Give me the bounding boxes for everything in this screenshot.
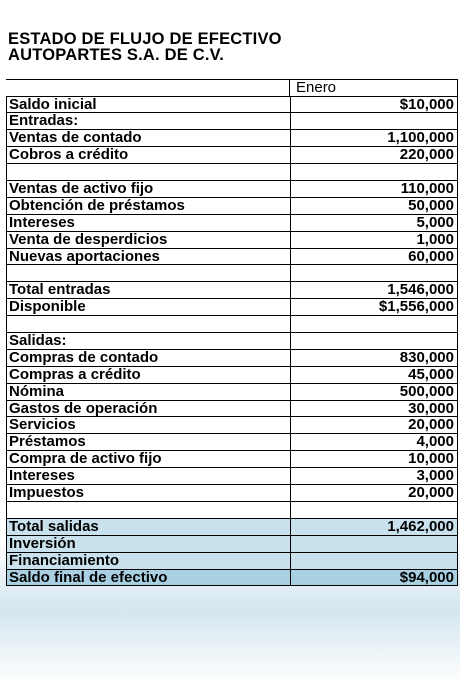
table-row — [6, 384, 458, 401]
row-label: Compras de contado — [9, 350, 291, 366]
row-label: Ventas de contado — [9, 130, 291, 146]
row-value: 45,000 — [408, 365, 454, 383]
row-value: 1,462,000 — [387, 517, 454, 535]
row-label: Impuestos — [9, 485, 291, 501]
table-row — [6, 553, 458, 570]
row-value: 500,000 — [399, 382, 454, 400]
row-value: 5,000 — [416, 213, 454, 231]
row-label: Intereses — [9, 468, 291, 484]
row-value: 830,000 — [399, 348, 454, 366]
table-row — [6, 451, 458, 468]
title-line-2 — [6, 47, 458, 63]
row-value: 3,000 — [416, 467, 454, 485]
row-label: Financiamiento — [9, 553, 291, 569]
row-value: 60,000 — [408, 247, 454, 265]
row-label: Saldo inicial — [9, 97, 291, 113]
row-label: Nómina — [9, 384, 291, 400]
row-label — [9, 502, 291, 518]
header-label-cell — [8, 80, 290, 96]
row-value: 1,546,000 — [387, 281, 454, 299]
table-row — [6, 97, 458, 114]
row-value — [294, 316, 454, 332]
row-label: Total entradas — [9, 282, 291, 298]
table-row — [6, 570, 458, 587]
row-label: Total salidas — [9, 519, 291, 535]
table-row — [6, 265, 458, 282]
company-name: AUTOPARTES S.A. DE C.V. — [8, 46, 225, 63]
table-body — [6, 97, 458, 587]
cash-flow-statement — [6, 31, 458, 586]
row-label: Obtención de préstamos — [9, 198, 291, 214]
row-label — [9, 164, 291, 180]
row-label: Salidas: — [9, 333, 291, 349]
table-row — [6, 181, 458, 198]
row-value: 30,000 — [408, 399, 454, 417]
row-value — [294, 164, 454, 180]
table-row — [6, 485, 458, 502]
row-value: 4,000 — [416, 433, 454, 451]
table-row — [6, 249, 458, 266]
row-value: $94,000 — [399, 568, 454, 586]
table-row — [6, 536, 458, 553]
row-value — [294, 113, 454, 129]
row-label — [9, 265, 291, 281]
row-value: 20,000 — [408, 484, 454, 502]
row-label: Compra de activo fijo — [9, 451, 291, 467]
table-row — [6, 502, 458, 519]
table-row — [6, 130, 458, 147]
statement-title: ESTADO DE FLUJO DE EFECTIVO — [8, 31, 282, 47]
row-label: Ventas de activo fijo — [9, 181, 291, 197]
table-row — [6, 401, 458, 418]
row-label: Venta de desperdicios — [9, 232, 291, 248]
table-row — [6, 164, 458, 181]
table-row — [6, 147, 458, 164]
row-label — [9, 316, 291, 332]
row-value — [294, 536, 454, 552]
table-row — [6, 519, 458, 536]
row-label: Servicios — [9, 417, 291, 433]
row-value: 50,000 — [408, 196, 454, 214]
month-header: Enero — [296, 78, 337, 96]
row-label: Préstamos — [9, 434, 291, 450]
row-value — [294, 265, 454, 281]
table-row — [6, 232, 458, 249]
table-row — [6, 282, 458, 299]
table-row — [6, 367, 458, 384]
row-value: 10,000 — [408, 450, 454, 468]
table-row — [6, 434, 458, 451]
table-row — [6, 299, 458, 316]
table-row — [6, 350, 458, 367]
row-label: Nuevas aportaciones — [9, 249, 291, 265]
row-value: 1,000 — [416, 230, 454, 248]
row-value: 220,000 — [399, 146, 454, 164]
row-value — [294, 502, 454, 518]
row-label: Intereses — [9, 215, 291, 231]
table-row — [6, 198, 458, 215]
row-label: Gastos de operación — [9, 401, 291, 417]
spacer-row — [6, 63, 458, 79]
row-value — [294, 553, 454, 569]
table-row — [6, 316, 458, 333]
table-row — [6, 333, 458, 350]
table-row — [6, 113, 458, 130]
row-label: Saldo final de efectivo — [9, 570, 291, 586]
table-row — [6, 417, 458, 434]
row-label: Entradas: — [9, 113, 291, 129]
row-label: Compras a crédito — [9, 367, 291, 383]
row-value: $1,556,000 — [378, 298, 454, 316]
row-value: $10,000 — [399, 95, 454, 113]
row-value: 110,000 — [400, 180, 454, 198]
row-label: Cobros a crédito — [9, 147, 291, 163]
row-value — [294, 333, 454, 349]
table-row — [6, 215, 458, 232]
row-value: 1,100,000 — [387, 129, 454, 147]
table-row — [6, 468, 458, 485]
title-line-1 — [6, 31, 458, 47]
row-label: Disponible — [9, 299, 291, 315]
row-label: Inversión — [9, 536, 291, 552]
row-value: 20,000 — [408, 416, 454, 434]
column-header-row — [6, 79, 458, 97]
